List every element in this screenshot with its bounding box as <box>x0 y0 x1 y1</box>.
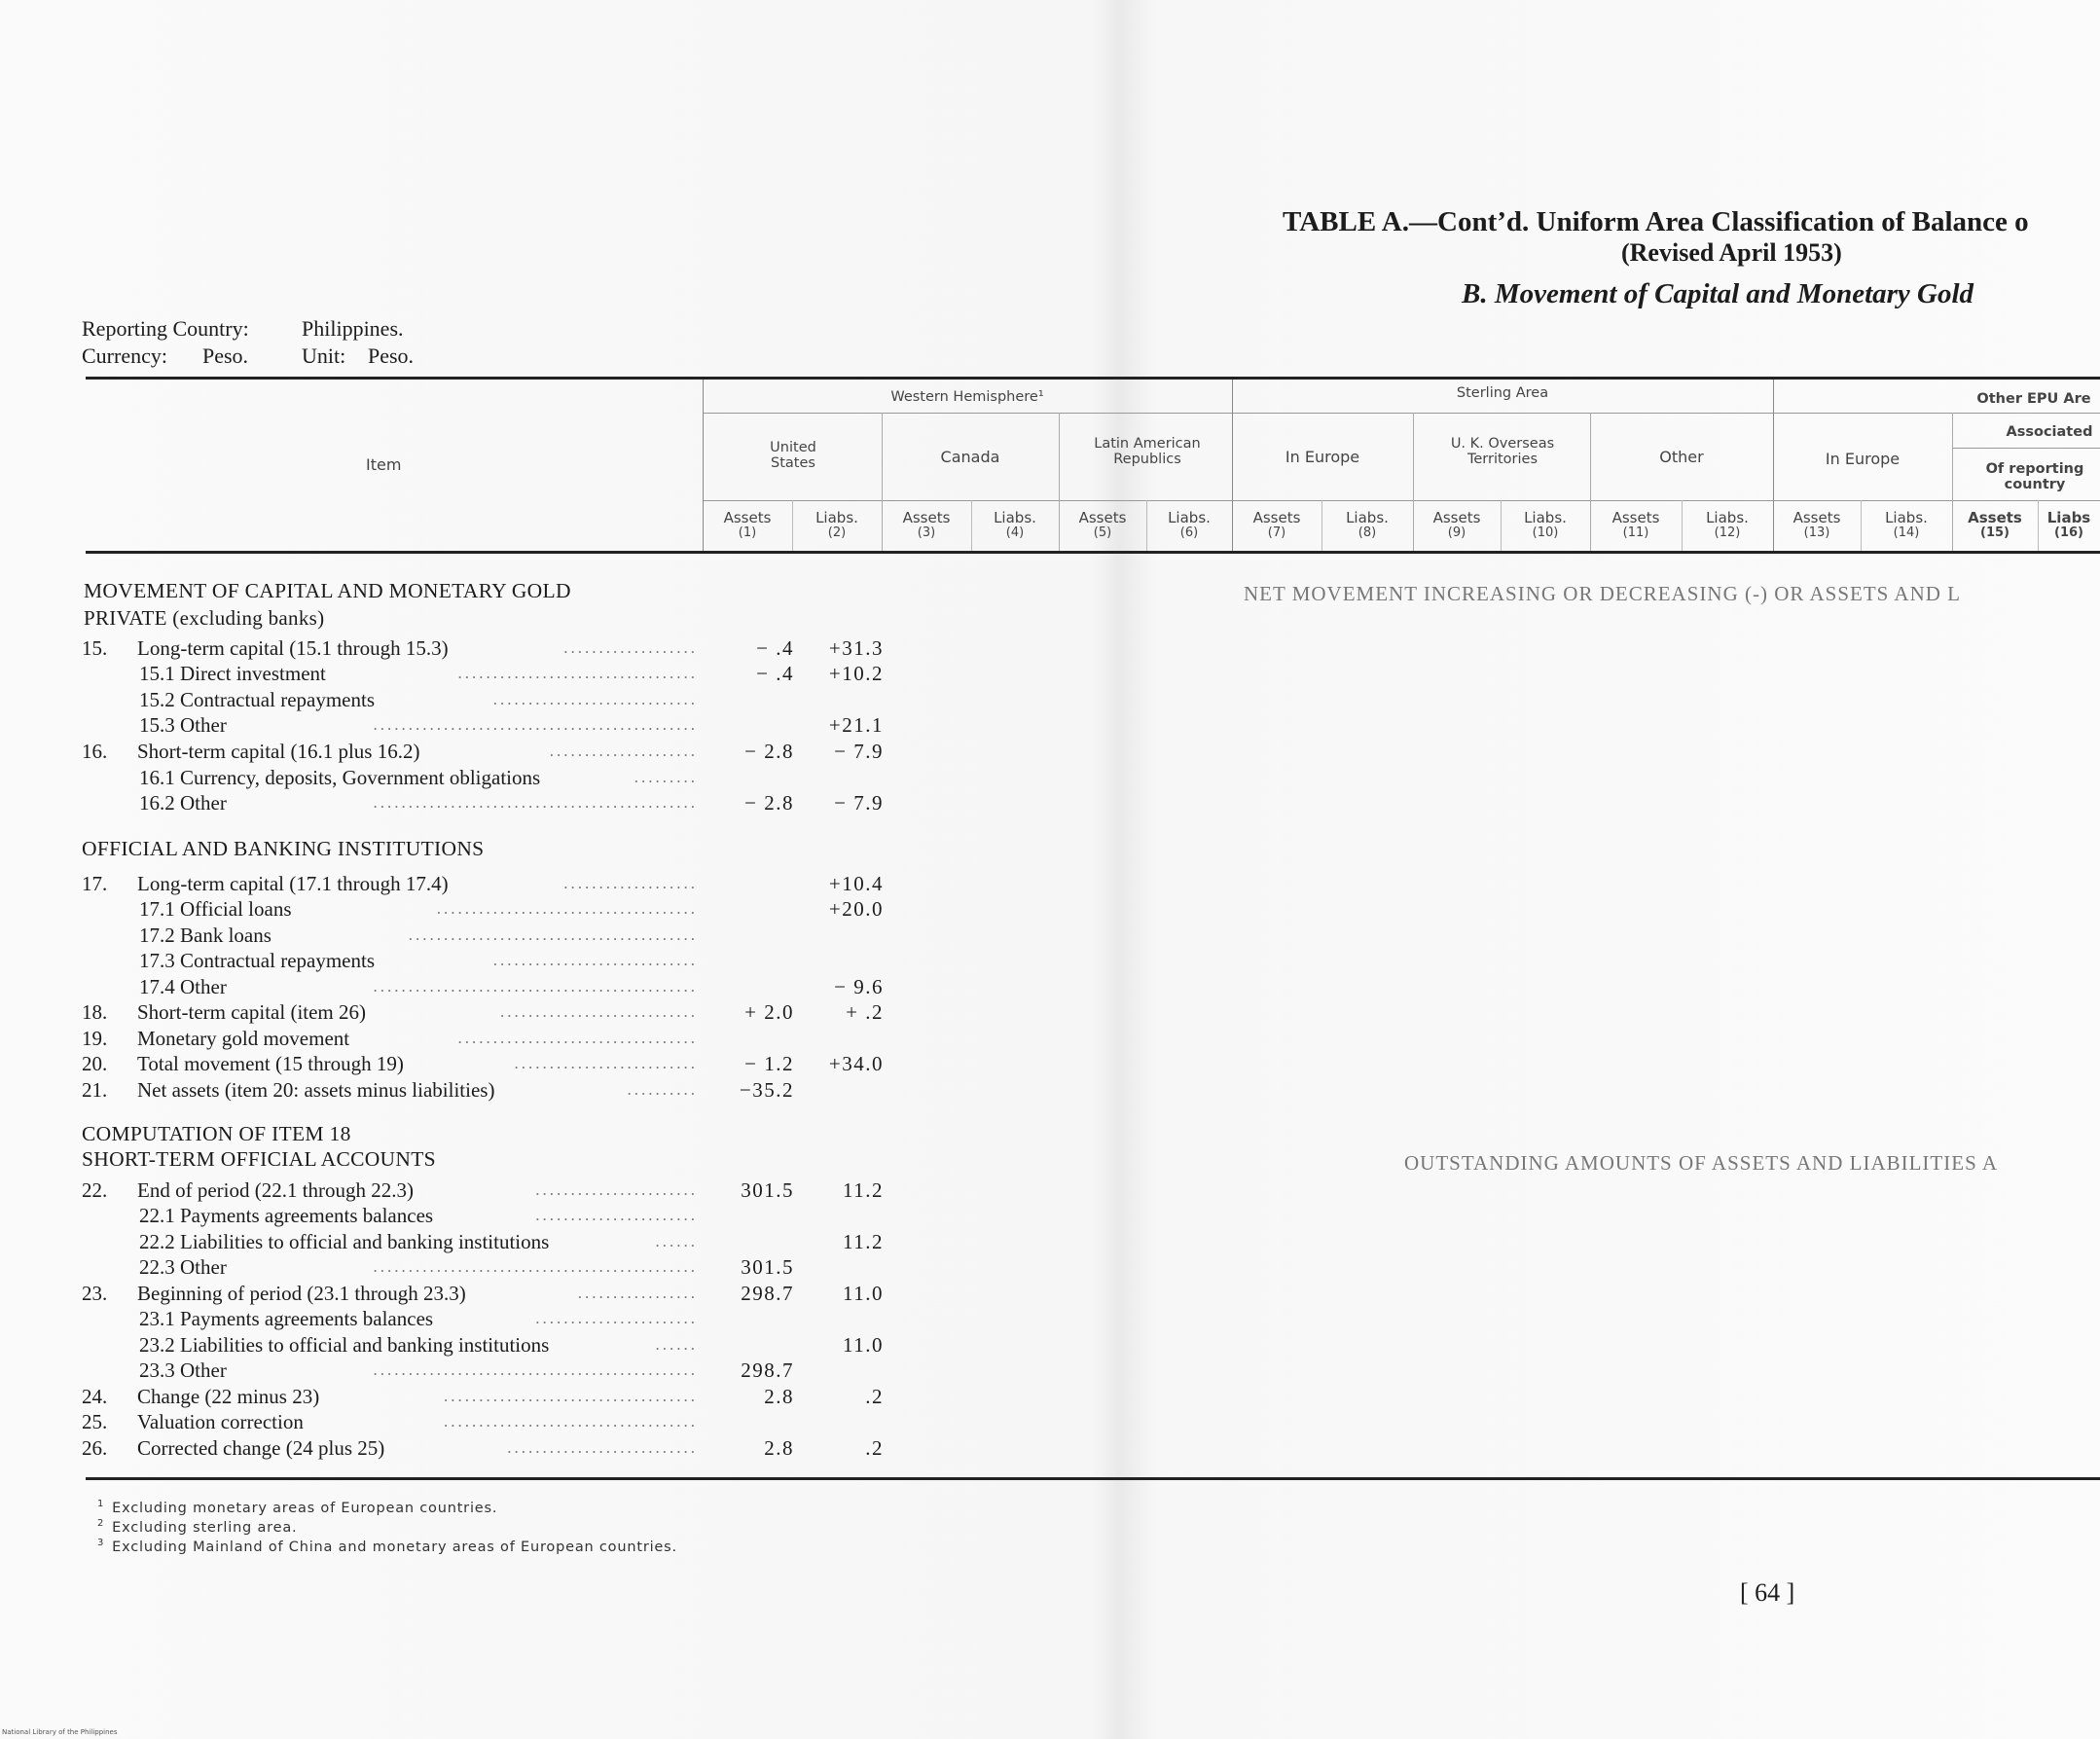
row-number: 21. <box>82 1078 108 1102</box>
assets-value: −35.2 <box>739 1078 794 1102</box>
column-header-label: Assets <box>1432 509 1481 526</box>
row-label: 17.2 Bank loans <box>139 924 272 947</box>
leader-dots: .............................................. <box>373 715 698 734</box>
column-header <box>1861 510 1952 541</box>
footnote-text: Excluding sterling area. <box>112 1519 298 1536</box>
column-header-label: Liabs. <box>1524 509 1567 526</box>
table-row <box>0 1282 973 1307</box>
column-header-number: (10) <box>1532 525 1559 540</box>
uk-overseas-header: U. K. Overseas Territories <box>1450 436 1555 467</box>
sterling-area-header: Sterling Area <box>1456 385 1549 401</box>
table-bottom-rule <box>86 1477 2100 1480</box>
leader-dots: ....................... <box>535 1206 698 1224</box>
leader-dots: ........................... <box>507 1438 698 1457</box>
of-reporting-country-header: Of reporting country <box>1985 461 2084 492</box>
leader-dots: .................................. <box>457 1029 698 1047</box>
table-row <box>0 1027 973 1052</box>
assets-value: 298.7 <box>741 1282 794 1305</box>
assets-value: 301.5 <box>741 1255 794 1279</box>
header-sub-rule <box>703 500 2100 501</box>
column-header-number: (16) <box>2054 525 2083 540</box>
table-row <box>0 949 973 974</box>
column-header-label: Liabs. <box>994 509 1036 526</box>
unit-value: Peso. <box>368 344 415 368</box>
currency-value: Peso. <box>202 344 249 368</box>
row-label: 15.3 Other <box>139 713 227 737</box>
column-header-number: (15) <box>1980 525 2009 540</box>
row-number: 25. <box>82 1410 108 1433</box>
short-term-section-title: SHORT-TERM OFFICIAL ACCOUNTS <box>82 1147 436 1171</box>
row-label: Total movement (15 through 19) <box>137 1052 404 1075</box>
row-number: 20. <box>82 1052 108 1075</box>
row-label: 22.3 Other <box>139 1255 227 1279</box>
table-row <box>0 1359 973 1384</box>
leader-dots: .................................... <box>444 1412 698 1431</box>
table-row <box>0 1436 973 1462</box>
column-header <box>1501 510 1590 541</box>
column-header-number: (11) <box>1622 525 1649 540</box>
table-section-title: B. Movement of Capital and Monetary Gold <box>1462 278 1974 309</box>
column-header-number: (2) <box>827 525 847 540</box>
unit-label: Unit: <box>302 344 346 368</box>
row-label: 17.1 Official loans <box>139 897 292 921</box>
column-header-label: Assets <box>1792 509 1841 526</box>
liabs-value: − 7.9 <box>834 791 884 815</box>
footnote-text: Excluding Mainland of China and monetary areas of European countries. <box>112 1539 677 1555</box>
row-number: 22. <box>82 1178 108 1202</box>
column-header <box>1590 510 1682 541</box>
in-europe-epu-header: In Europe <box>1825 450 1901 468</box>
row-label: Short-term capital (16.1 plus 16.2) <box>137 740 420 763</box>
table-title: TABLE A.—Cont’d. Uniform Area Classification of Balance o <box>1283 206 2029 237</box>
assets-value: + 2.0 <box>744 1000 794 1024</box>
column-header-number: (14) <box>1893 525 1920 540</box>
row-label: Short-term capital (item 26) <box>137 1000 367 1024</box>
column-header <box>2038 510 2100 541</box>
row-label: Change (22 minus 23) <box>137 1385 320 1408</box>
footnote-mark: 2 <box>97 1518 105 1529</box>
assets-value: − .4 <box>756 662 794 685</box>
outstanding-heading: OUTSTANDING AMOUNTS OF ASSETS AND LIABILITIES A <box>1404 1151 1999 1175</box>
table-row <box>0 662 973 687</box>
liabs-value: +10.4 <box>828 872 884 895</box>
column-header <box>792 510 882 541</box>
column-header <box>1059 510 1146 541</box>
column-header <box>1773 510 1861 541</box>
row-label: 22.1 Payments agreements balances <box>139 1204 434 1227</box>
row-label: Corrected change (24 plus 25) <box>137 1436 385 1460</box>
table-row <box>0 975 973 1000</box>
row-label: Long-term capital (17.1 through 17.4) <box>137 872 449 895</box>
table-row <box>0 1255 973 1281</box>
other-sterling-header: Other <box>1659 448 1704 466</box>
footnote-text: Excluding monetary areas of European countries. <box>112 1500 498 1516</box>
computation-section-title: COMPUTATION OF ITEM 18 <box>82 1122 351 1145</box>
column-header <box>1952 510 2038 541</box>
footnote <box>97 1499 497 1516</box>
table-row <box>0 1307 973 1332</box>
footnote-mark: 1 <box>97 1499 105 1509</box>
column-header-number: (6) <box>1179 525 1199 540</box>
leader-dots: ................... <box>563 638 698 657</box>
row-label: Long-term capital (15.1 through 15.3) <box>137 636 449 660</box>
leader-dots: ....................... <box>535 1180 698 1199</box>
liabs-value: 11.2 <box>843 1178 884 1202</box>
column-header-number: (4) <box>1005 525 1025 540</box>
reporting-country: Philippines. <box>302 316 404 341</box>
leader-dots: ......................................... <box>408 925 698 944</box>
table-row <box>0 897 973 923</box>
leader-dots: .................................. <box>457 664 698 682</box>
liabs-value: .2 <box>865 1436 884 1460</box>
row-number: 16. <box>82 740 108 763</box>
column-header-label: Liabs. <box>1885 509 1928 526</box>
liabs-value: +20.0 <box>828 897 884 921</box>
column-header-number: (1) <box>738 525 757 540</box>
in-europe-sterling-header: In Europe <box>1285 448 1360 466</box>
row-label: Monetary gold movement <box>137 1027 350 1050</box>
column-header-label: Assets <box>1078 509 1127 526</box>
liabs-value: − 9.6 <box>834 975 884 998</box>
column-header <box>882 510 971 541</box>
row-number: 15. <box>82 636 108 660</box>
liabs-value: 11.0 <box>843 1333 884 1357</box>
table-row <box>0 1000 973 1026</box>
latin-american-header: Latin American Republics <box>1094 436 1201 467</box>
column-header-number: (3) <box>917 525 936 540</box>
table-row <box>0 1230 973 1255</box>
other-epu-header: Other EPU Are <box>1976 391 2091 407</box>
column-header-number: (5) <box>1093 525 1112 540</box>
scan-credit: National Library of the Philippines <box>2 1728 118 1736</box>
row-label: Valuation correction <box>137 1410 304 1433</box>
private-section-title: PRIVATE (excluding banks) <box>84 606 325 630</box>
row-number: 18. <box>82 1000 108 1024</box>
header-top-rule <box>86 377 2100 380</box>
leader-dots: ......... <box>634 768 698 786</box>
column-header-label: Assets <box>723 509 772 526</box>
column-header <box>1413 510 1501 541</box>
row-label: 15.2 Contractual repayments <box>139 688 376 711</box>
associated-header: Associated <box>2006 424 2093 440</box>
row-label: 15.1 Direct investment <box>139 662 326 685</box>
table-row <box>0 688 973 713</box>
column-header-label: Liabs. <box>1168 509 1211 526</box>
table-row <box>0 1333 973 1359</box>
row-number: 19. <box>82 1027 108 1050</box>
row-label: 23.1 Payments agreements balances <box>139 1307 434 1330</box>
column-header-label: Liabs. <box>1706 509 1749 526</box>
column-header-label: Assets <box>1611 509 1660 526</box>
assets-value: − .4 <box>756 636 794 660</box>
table-row <box>0 924 973 949</box>
row-label: 22.2 Liabilities to official and banking institutions <box>139 1230 550 1253</box>
row-label: 17.3 Contractual repayments <box>139 949 376 972</box>
footnote <box>97 1518 297 1536</box>
leader-dots: ............................. <box>492 951 698 969</box>
table-row <box>0 1078 973 1104</box>
leader-dots: .................................... <box>444 1387 698 1405</box>
row-number: 24. <box>82 1385 108 1408</box>
assets-value: − 1.2 <box>744 1052 794 1075</box>
assets-value: − 2.8 <box>744 740 794 763</box>
movement-section-title: MOVEMENT OF CAPITAL AND MONETARY GOLD <box>84 579 571 602</box>
header-group-rule <box>703 413 2100 414</box>
leader-dots: ............................ <box>500 1002 698 1021</box>
column-header-label: Liabs. <box>815 509 858 526</box>
official-section-title: OFFICIAL AND BANKING INSTITUTIONS <box>82 837 485 860</box>
row-label: 17.4 Other <box>139 975 227 998</box>
leader-dots: ..................................... <box>436 899 698 918</box>
row-label: End of period (22.1 through 22.3) <box>137 1178 415 1202</box>
leader-dots: .......... <box>627 1080 698 1099</box>
currency-label: Currency: <box>82 344 167 368</box>
row-label: 23.3 Other <box>139 1359 227 1382</box>
row-number: 23. <box>82 1282 108 1305</box>
liabs-value: + .2 <box>846 1000 884 1024</box>
united-states-header: United States <box>770 440 816 471</box>
row-label: 16.1 Currency, deposits, Government obligations <box>139 766 541 789</box>
liabs-value: 11.0 <box>843 1282 884 1305</box>
leader-dots: ...... <box>655 1335 698 1354</box>
table-row <box>0 872 973 897</box>
column-header-number: (8) <box>1358 525 1377 540</box>
liabs-value: +10.2 <box>828 662 884 685</box>
liabs-value: .2 <box>865 1385 884 1408</box>
column-header-number: (13) <box>1803 525 1830 540</box>
table-row <box>0 740 973 765</box>
assets-value: − 2.8 <box>744 791 794 815</box>
table-row <box>0 713 973 739</box>
assets-value: 2.8 <box>764 1385 794 1408</box>
liabs-value: +34.0 <box>828 1052 884 1075</box>
column-header-label: Assets <box>1252 509 1301 526</box>
header-associated-rule <box>1952 448 2100 449</box>
leader-dots: .............................................. <box>373 1257 698 1276</box>
table-row <box>0 1204 973 1229</box>
row-label: 16.2 Other <box>139 791 227 815</box>
column-header-number: (12) <box>1714 525 1741 540</box>
canada-header: Canada <box>940 448 1000 466</box>
item-header: Item <box>366 455 402 474</box>
column-header-number: (9) <box>1447 525 1466 540</box>
table-row <box>0 1178 973 1204</box>
column-header-label: Liabs <box>2046 509 2091 526</box>
row-label: 23.2 Liabilities to official and banking institutions <box>139 1333 550 1357</box>
column-header <box>1232 510 1322 541</box>
row-number: 26. <box>82 1436 108 1460</box>
column-header-label: Assets <box>1968 509 2022 526</box>
liabs-value: − 7.9 <box>834 740 884 763</box>
leader-dots: ................. <box>577 1284 698 1302</box>
net-movement-heading: NET MOVEMENT INCREASING OR DECREASING (-) OR ASSETS AND L <box>1244 582 1961 605</box>
row-number: 17. <box>82 872 108 895</box>
column-header <box>1682 510 1773 541</box>
table-row <box>0 636 973 662</box>
liabs-value: 11.2 <box>843 1230 884 1253</box>
column-header <box>703 510 792 541</box>
leader-dots: ................... <box>563 874 698 892</box>
column-header-label: Assets <box>902 509 951 526</box>
leader-dots: .............................................. <box>373 1360 698 1379</box>
leader-dots: ..................... <box>549 742 698 760</box>
table-row <box>0 1385 973 1410</box>
table-row <box>0 1410 973 1435</box>
leader-dots: .............................................. <box>373 793 698 812</box>
reporting-country-label: Reporting Country: <box>82 316 249 341</box>
table-row <box>0 766 973 791</box>
table-subtitle: (Revised April 1953) <box>1621 238 1842 267</box>
column-header <box>1322 510 1413 541</box>
row-label: Net assets (item 20: assets minus liabilities) <box>137 1078 495 1102</box>
leader-dots: ...... <box>655 1232 698 1250</box>
column-header-label: Liabs. <box>1346 509 1389 526</box>
leader-dots: ....................... <box>535 1309 698 1327</box>
table-row <box>0 1052 973 1077</box>
leader-dots: .......................... <box>514 1054 698 1072</box>
western-hemisphere-header: Western Hemisphere¹ <box>890 389 1044 405</box>
leader-dots: ............................. <box>492 690 698 708</box>
leader-dots: .............................................. <box>373 977 698 996</box>
liabs-value: +21.1 <box>828 713 884 737</box>
column-header <box>1146 510 1232 541</box>
liabs-value: +31.3 <box>828 636 884 660</box>
column-header-number: (7) <box>1267 525 1286 540</box>
table-row <box>0 791 973 816</box>
footnote-mark: 3 <box>97 1538 105 1548</box>
page-number: [ 64 ] <box>1740 1578 1795 1607</box>
header-bottom-rule <box>86 551 2100 554</box>
assets-value: 2.8 <box>764 1436 794 1460</box>
footnote <box>97 1538 677 1555</box>
assets-value: 298.7 <box>741 1359 794 1382</box>
column-header <box>971 510 1059 541</box>
assets-value: 301.5 <box>741 1178 794 1202</box>
row-label: Beginning of period (23.1 through 23.3) <box>137 1282 466 1305</box>
